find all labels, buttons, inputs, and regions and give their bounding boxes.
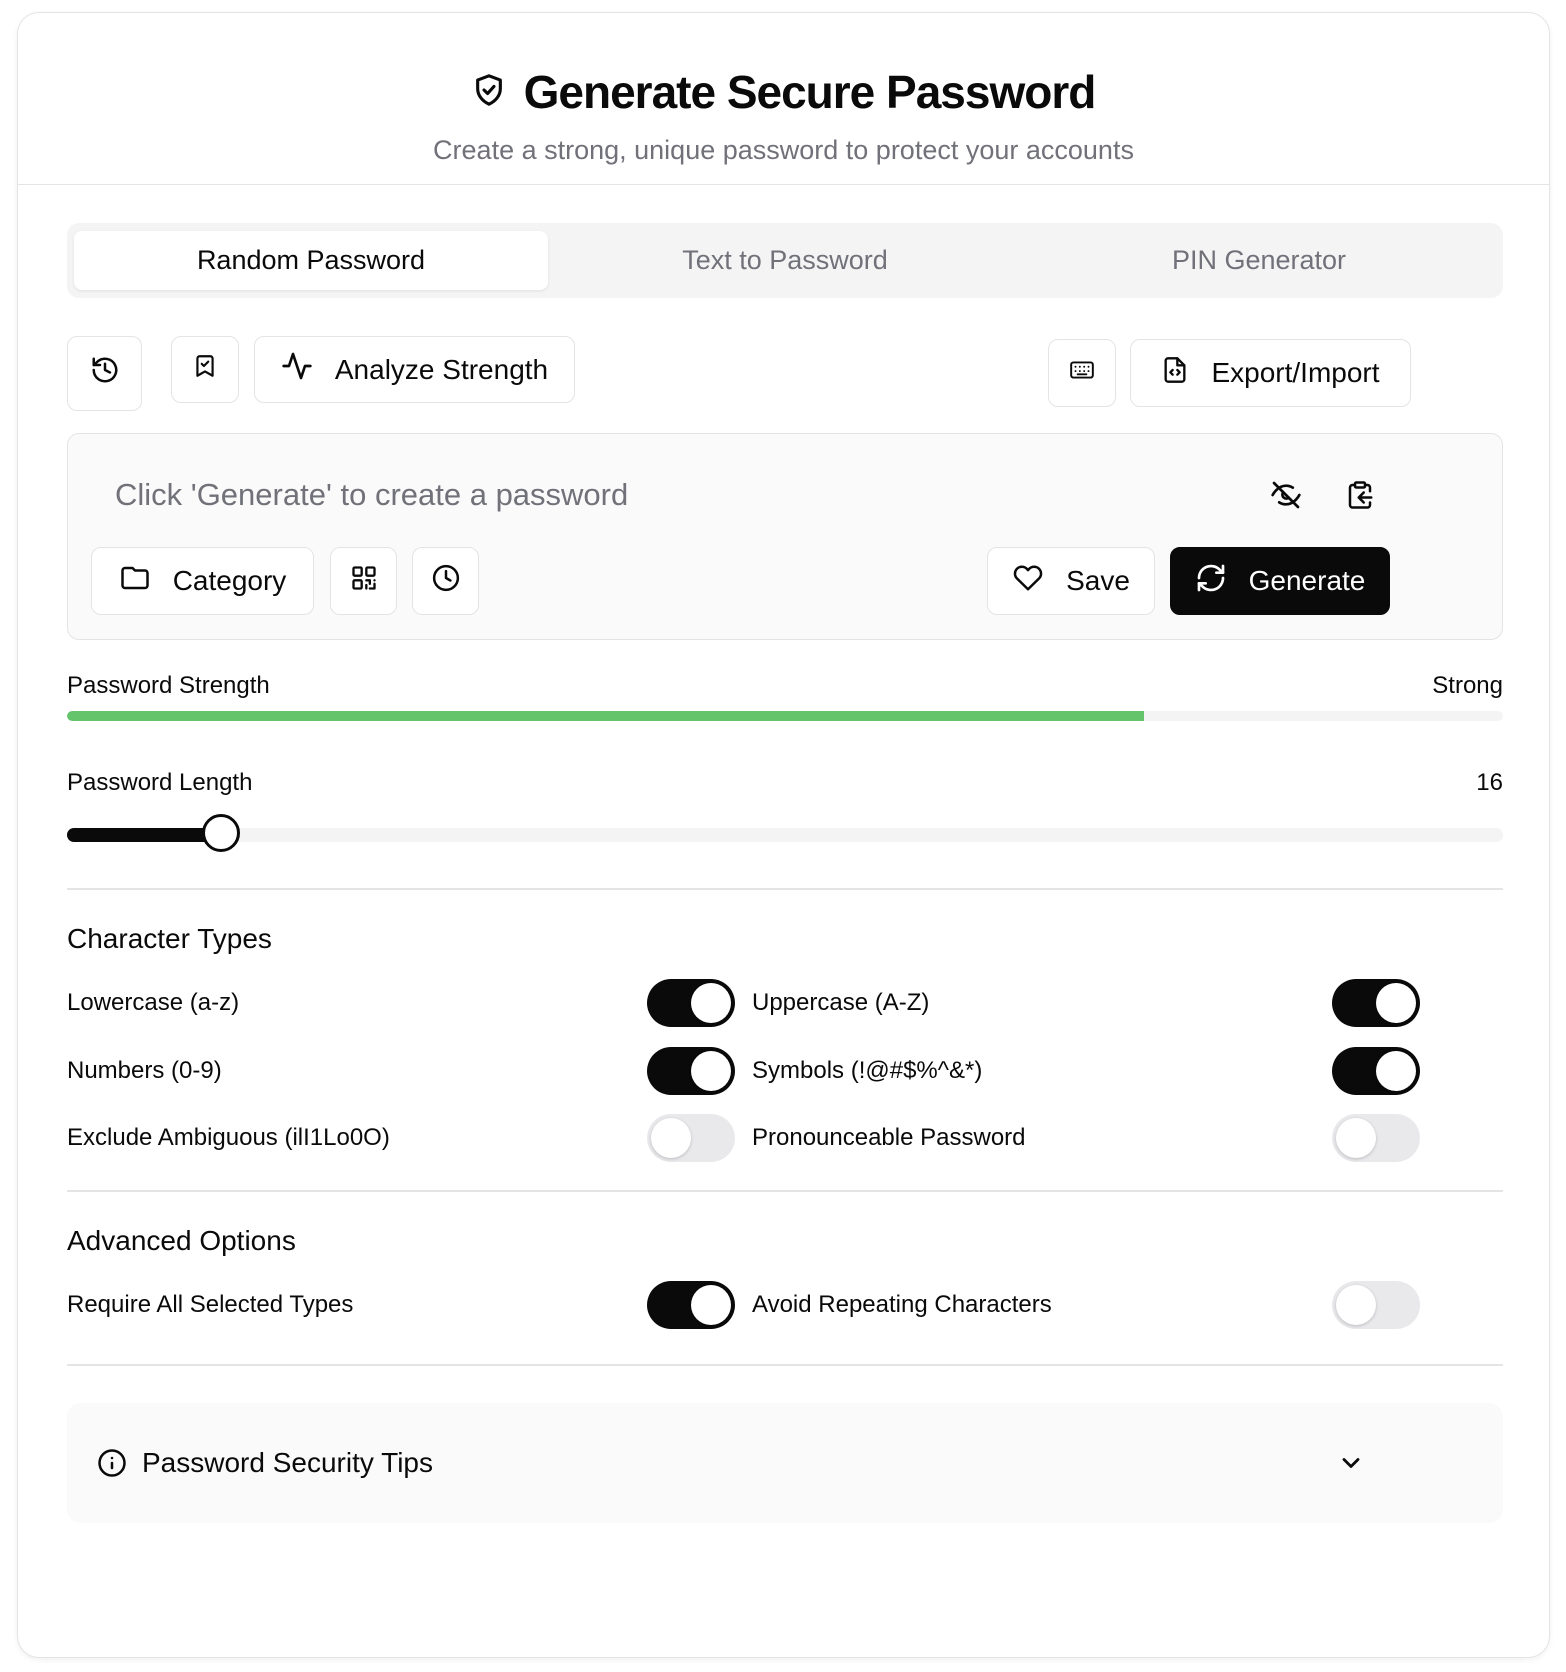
page-subtitle: Create a strong, unique password to protect your accounts	[433, 135, 1134, 165]
toggle-require-all[interactable]	[647, 1281, 735, 1329]
qr-code-button[interactable]	[330, 547, 397, 615]
chevron-down-icon[interactable]	[1337, 1449, 1365, 1482]
export-import-label: Export/Import	[1211, 357, 1380, 388]
character-types-title: Character Types	[67, 923, 272, 954]
refresh-icon	[1195, 562, 1227, 601]
length-value: 16	[1476, 769, 1503, 796]
heart-icon	[1012, 563, 1044, 600]
clipboard-icon[interactable]	[1340, 475, 1380, 515]
history-button[interactable]	[67, 336, 142, 411]
option-numbers-label: Numbers (0-9)	[67, 1057, 222, 1084]
option-uppercase-label: Uppercase (A-Z)	[752, 989, 930, 1016]
category-button[interactable]	[91, 547, 314, 615]
length-label: Password Length	[67, 769, 253, 796]
strength-label: Password Strength	[67, 672, 270, 699]
length-slider-fill	[67, 828, 221, 842]
security-tips-label: Password Security Tips	[142, 1447, 433, 1478]
divider	[67, 888, 1503, 890]
generate-label: Generate	[1248, 565, 1366, 596]
shield-check-icon	[472, 72, 506, 113]
toggle-uppercase[interactable]	[1332, 979, 1420, 1027]
file-code-icon	[1161, 355, 1189, 392]
save-button[interactable]	[987, 547, 1155, 615]
activity-icon	[281, 350, 313, 389]
keyboard-button[interactable]	[1048, 339, 1116, 407]
export-import-button[interactable]	[1130, 339, 1411, 407]
save-label: Save	[1066, 565, 1130, 596]
option-exclude-ambiguous-label: Exclude Ambiguous (ilI1Lo0O)	[67, 1124, 390, 1151]
toggle-lowercase[interactable]	[647, 979, 735, 1027]
option-lowercase-label: Lowercase (a-z)	[67, 989, 240, 1016]
expiry-button[interactable]	[412, 547, 479, 615]
clock-icon	[431, 563, 461, 600]
generate-button[interactable]	[1170, 547, 1390, 615]
category-label: Category	[172, 565, 287, 596]
qr-code-icon	[350, 564, 378, 599]
strength-bar	[67, 711, 1503, 721]
option-require-all-label: Require All Selected Types	[67, 1291, 354, 1318]
toggle-numbers[interactable]	[647, 1047, 735, 1095]
history-icon	[90, 355, 120, 392]
option-pronounceable-label: Pronounceable Password	[752, 1124, 1026, 1151]
password-output[interactable]: Click 'Generate' to create a password	[115, 477, 629, 512]
password-panel	[67, 433, 1503, 640]
option-avoid-repeating-label: Avoid Repeating Characters	[752, 1291, 1052, 1318]
divider	[67, 1190, 1503, 1192]
advanced-options-title: Advanced Options	[67, 1225, 296, 1256]
divider	[67, 1364, 1503, 1366]
tab-random-password[interactable]: Random Password	[74, 231, 548, 290]
folder-icon	[119, 563, 151, 600]
toggle-exclude-ambiguous[interactable]	[647, 1114, 735, 1162]
bookmark-button[interactable]	[171, 336, 239, 403]
tab-text-to-password[interactable]: Text to Password	[682, 245, 888, 275]
toggle-symbols[interactable]	[1332, 1047, 1420, 1095]
eye-off-icon[interactable]	[1266, 475, 1306, 515]
page-title: Generate Secure Password	[523, 66, 1096, 118]
header	[18, 13, 1549, 185]
option-symbols-label: Symbols (!@#$%^&*)	[752, 1057, 983, 1084]
security-tips-accordion[interactable]	[67, 1403, 1503, 1523]
bookmark-icon	[192, 352, 218, 387]
info-icon	[97, 1448, 127, 1483]
toggle-pronounceable[interactable]	[1332, 1114, 1420, 1162]
password-generator-card	[17, 12, 1550, 1658]
length-slider-thumb[interactable]	[202, 814, 240, 852]
strength-value: Strong	[1432, 672, 1503, 699]
strength-bar-fill	[67, 711, 1144, 721]
length-slider[interactable]	[67, 828, 1503, 842]
keyboard-icon	[1067, 357, 1097, 390]
toggle-avoid-repeating[interactable]	[1332, 1281, 1420, 1329]
tab-bar	[67, 223, 1503, 298]
tab-pin-generator[interactable]: PIN Generator	[1171, 245, 1347, 275]
analyze-strength-label: Analyze Strength	[334, 353, 549, 385]
analyze-strength-button[interactable]	[254, 336, 575, 403]
